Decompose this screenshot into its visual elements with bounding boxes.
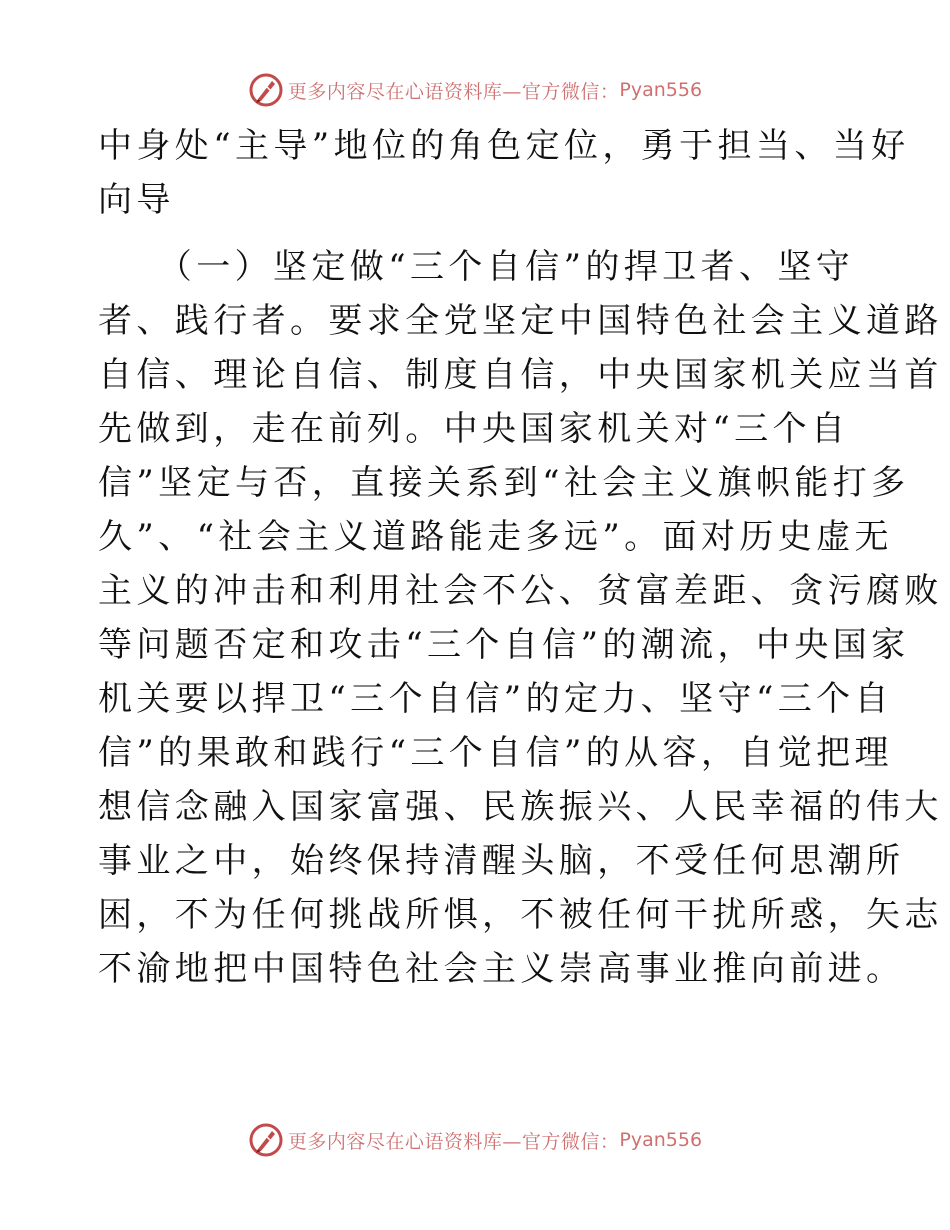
quill-logo-icon [248,72,284,108]
text-line: 信”的果敢和践行“三个自信”的从容，自觉把理 [98,733,893,773]
text-line: 主义的冲击和利用社会不公、贫富差距、贪污腐败 [98,571,943,611]
text-line: 机关要以捍卫“三个自信”的定力、坚守“三个自 [98,679,893,719]
text-line: 困，不为任何挑战所惧，不被任何干扰所惑，矢志 [98,895,943,935]
text-line: 不渝地把中国特色社会主义崇高事业推向前进。 [98,949,905,989]
heading-paragraph [98,119,910,227]
text-line: 等问题否定和攻击“三个自信”的潮流，中央国家 [98,625,910,665]
watermark-handle: Pyan556 [619,1129,703,1151]
text-line: 久”、“社会主义道路能走多远”。面对历史虚无 [98,517,893,557]
watermark-text: 更多内容尽在心语资料库—官方微信： [287,1130,620,1153]
watermark-handle: Pyan556 [619,79,703,101]
header-watermark [0,70,950,110]
text-line: 自信、理论自信、制度自信，中央国家机关应当首 [98,355,943,395]
document-body [98,119,943,996]
text-line: 者、践行者。要求全党坚定中国特色社会主义道路 [98,301,943,341]
footer-watermark [0,1120,950,1160]
text-line: 向导 [98,180,175,220]
text-line: 中身处“主导”地位的角色定位，勇于担当、当好 [98,126,910,166]
text-line: （一）坚定做“三个自信”的捍卫者、坚守 [98,247,855,287]
text-line: 信”坚定与否，直接关系到“社会主义旗帜能打多 [98,463,910,503]
text-line: 事业之中，始终保持清醒头脑，不受任何思潮所 [98,841,905,881]
quill-logo-icon [248,1122,284,1158]
text-line: 先做到，走在前列。中央国家机关对“三个自 [98,409,850,449]
watermark-text: 更多内容尽在心语资料库—官方微信： [287,80,620,103]
body-paragraph [98,240,943,996]
text-line: 想信念融入国家富强、民族振兴、人民幸福的伟大 [98,787,943,827]
